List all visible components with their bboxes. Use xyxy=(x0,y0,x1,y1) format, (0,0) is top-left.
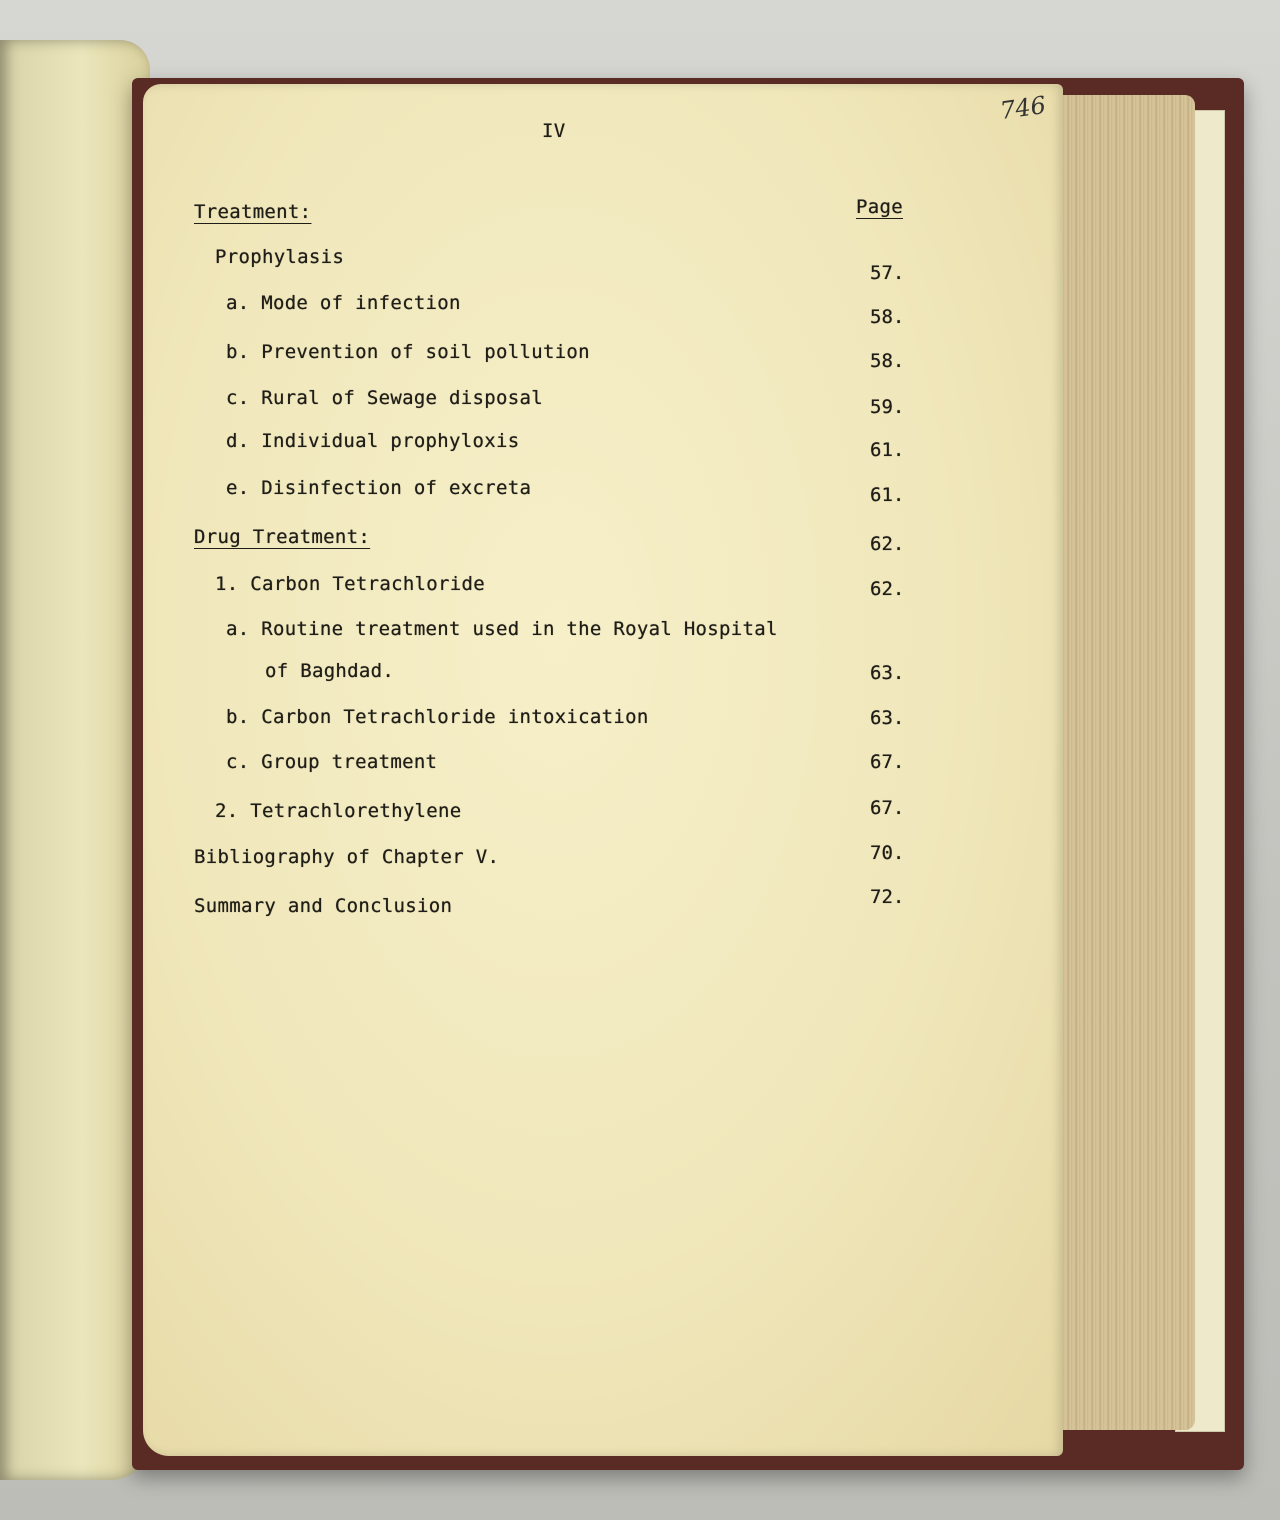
handwritten-page-number: 746 xyxy=(998,90,1048,126)
toc-entry-summary: Summary and Conclusion xyxy=(194,895,453,917)
toc-page-number: 61. xyxy=(870,484,905,506)
left-page xyxy=(0,40,150,1480)
toc-entry-treatment: Treatment: xyxy=(194,201,312,223)
page-edges xyxy=(1055,95,1195,1430)
toc-page-number: 72. xyxy=(870,886,905,908)
toc-page-number: 67. xyxy=(870,797,905,819)
page-column-header: Page xyxy=(856,196,903,218)
toc-entry-disinfection: e. Disinfection of excreta xyxy=(226,477,532,499)
toc-entry-prophylasis: Prophylasis xyxy=(215,246,345,268)
toc-page-number: 63. xyxy=(870,707,905,729)
toc-page-number: 70. xyxy=(870,842,905,864)
toc-entry-drug-treatment: Drug Treatment: xyxy=(194,526,371,548)
toc-page-number: 67. xyxy=(870,751,905,773)
toc-entry-sewage-disposal: c. Rural of Sewage disposal xyxy=(226,387,543,409)
toc-entry-intoxication: b. Carbon Tetrachloride intoxication xyxy=(226,706,649,728)
toc-entry-routine-treatment: a. Routine treatment used in the Royal Hospital xyxy=(226,618,778,640)
toc-page-number: 62. xyxy=(870,578,905,600)
toc-entry-carbon-tetrachloride: 1. Carbon Tetrachloride xyxy=(215,573,485,595)
toc-page-number: 57. xyxy=(870,262,905,284)
toc-entry-of-baghdad: of Baghdad. xyxy=(265,660,395,682)
toc-entry-group-treatment: c. Group treatment xyxy=(226,751,438,773)
toc-page-number: 63. xyxy=(870,662,905,684)
toc-entry-tetrachlorethylene: 2. Tetrachlorethylene xyxy=(215,800,462,822)
toc-entry-bibliography: Bibliography of Chapter V. xyxy=(194,846,500,868)
toc-page-number: 59. xyxy=(870,396,905,418)
toc-page-number: 58. xyxy=(870,350,905,372)
toc-page-number: 62. xyxy=(870,533,905,555)
toc-entry-mode-of-infection: a. Mode of infection xyxy=(226,292,461,314)
toc-entry-prevention: b. Prevention of soil pollution xyxy=(226,341,590,363)
toc-entry-individual-prophyloxis: d. Individual prophyloxis xyxy=(226,430,520,452)
toc-page-number: 58. xyxy=(870,306,905,328)
page-roman-numeral: IV xyxy=(542,120,566,142)
toc-page-number: 61. xyxy=(870,439,905,461)
